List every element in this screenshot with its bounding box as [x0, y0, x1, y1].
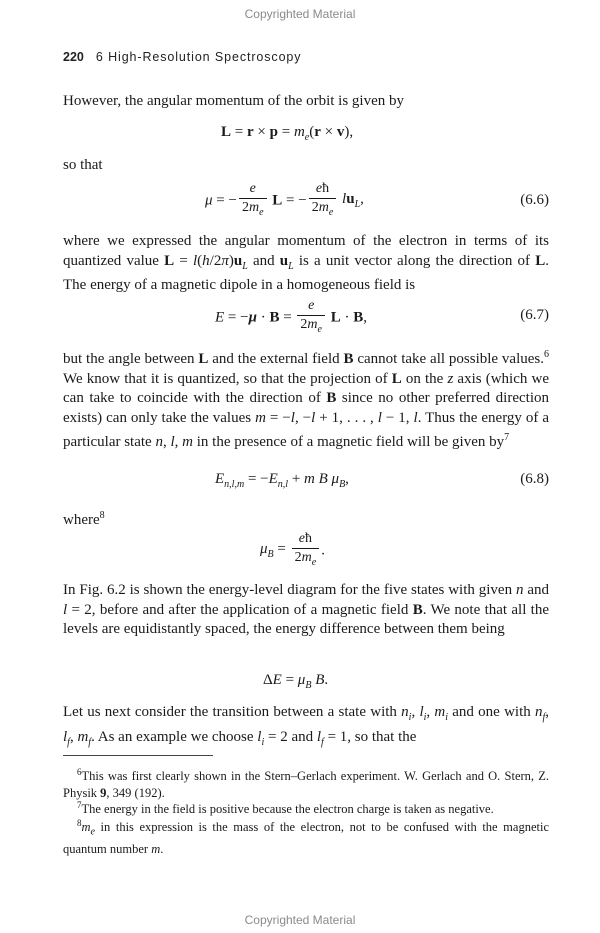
footnote-separator	[63, 755, 213, 756]
footnote-8: $^8m_e$ in this expression is the mass of the electron, not to be confused with the magnetic quantum number m.	[63, 818, 549, 857]
paragraph-2: so that	[63, 157, 103, 173]
paragraph-3: where we expressed the angular momentum of the electron in terms of its quantized value $L = l(h/2\pi)u_L$ and $u_L$ is a unit vector along the direction of L. The energy of a magnetic dipole in a homogeneous field is	[63, 233, 549, 294]
paragraph-6: In Fig. 6.2 is shown the energy-level diagram for the five states with given n and l = 2, before and after the application of a magnetic field B. We note that all the levels are equidistantly spaced, the energy difference between them being	[63, 582, 550, 638]
paragraph-4: but the angle between L and the external field B cannot take all possible values.$^6$ We know that it is quantized, so that the projection of L on the z axis (which we can take to coincide with the direction of B since no other preferred direction exists) can only take the values m = −l, −l + 1, . . . , l − 1, l. Thus the energy of a particular state n, l, m in the presence of a magnetic field will be given $by^7$	[63, 349, 550, 451]
equation-energy-difference: $\Delta E = \mu_B$ B.	[263, 672, 329, 691]
copyright-notice-top: Copyrighted Material	[244, 7, 356, 21]
equation-6-7: E = −μ · B = $\frac{e}{2m_e}$ L · B, (6.7)	[63, 297, 549, 339]
running-head	[63, 50, 301, 64]
copyright-notice-bottom: Copyrighted Material	[244, 913, 356, 927]
equation-number: (6.7)	[520, 307, 549, 323]
equation-number: (6.6)	[520, 192, 549, 208]
page-number: 220	[63, 50, 84, 64]
equation-bohr-magneton: $\mu_B$ = $\frac{eħ}{2m_e}$ .	[63, 530, 549, 574]
paragraph-1: However, the angular momentum of the orbit is given by	[63, 93, 404, 109]
equation-6-8: $E_{n,l,m} = -E_{n,l} + m$ B $\mu_B$, (6.8)	[215, 471, 549, 490]
paragraph-5: where$^8$	[63, 510, 105, 528]
paragraph-7: Let us next consider the transition between a state with $n_i$, $l_i$, $m_i$ and one with $n_f$, $l_f$, $m_f$. As an example we choose $l_i = 2$ and $l_f = 1$, so that the	[63, 704, 550, 748]
chapter-title: 6 High-Resolution Spectroscopy	[95, 50, 302, 64]
equation-angular-momentum: $L = r \times p = m_e(r \times v)$,	[221, 124, 354, 143]
footnote-7: $^7$The energy in the field is positive because the electron charge is taken as negative.	[77, 800, 494, 817]
equation-6-6: μ = − $\frac{e}{2m_e}$ L = − $\frac{eħ}{2m_e}$ $lu_L$, (6.6)	[63, 180, 549, 224]
equation-number: (6.8)	[520, 471, 549, 487]
footnote-6: $^6$This was first clearly shown in the Stern–Gerlach experiment. W. Gerlach and O. Stern, Z. Physik 9, 349 (192).	[63, 767, 549, 800]
